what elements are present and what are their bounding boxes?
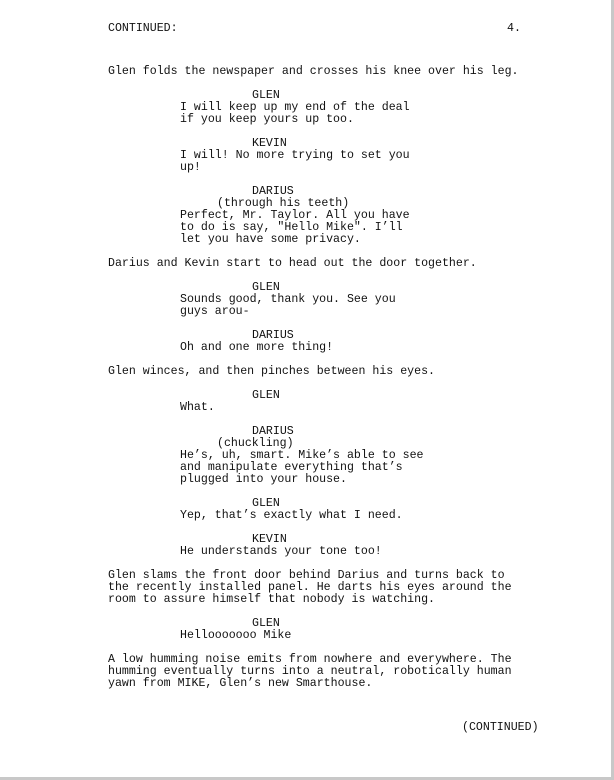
dialogue-line: Sounds good, thank you. See you <box>180 293 396 306</box>
dialogue-line: I will keep up my end of the deal <box>180 101 410 114</box>
character-name: GLEN <box>252 89 280 102</box>
dialogue-line: He’s, uh, smart. Mike’s able to see <box>180 449 424 462</box>
page-number: 4. <box>507 22 521 35</box>
character-name: DARIUS <box>252 329 294 342</box>
dialogue-line: up! <box>180 161 201 174</box>
character-name: KEVIN <box>252 533 287 546</box>
character-name: GLEN <box>252 281 280 294</box>
continued-footer: (CONTINUED) <box>462 721 539 734</box>
dialogue-line: to do is say, "Hello Mike". I’ll <box>180 221 403 234</box>
dialogue-line: Oh and one more thing! <box>180 341 334 354</box>
parenthetical: (chuckling) <box>217 437 294 450</box>
dialogue-line: plugged into your house. <box>180 473 347 486</box>
dialogue-line: Yep, that’s exactly what I need. <box>180 509 403 522</box>
dialogue-line: let you have some privacy. <box>180 233 361 246</box>
action-line: Darius and Kevin start to head out the door together. <box>108 257 477 270</box>
dialogue-line: I will! No more trying to set you <box>180 149 410 162</box>
action-line: the recently installed panel. He darts his eyes around the <box>108 581 512 594</box>
parenthetical: (through his teeth) <box>217 197 350 210</box>
dialogue-line: Hellooooooo Mike <box>180 629 292 642</box>
character-name: GLEN <box>252 497 280 510</box>
action-line: yawn from MIKE, Glen’s new Smarthouse. <box>108 677 373 690</box>
dialogue-line: if you keep yours up too. <box>180 113 354 126</box>
action-line: humming eventually turns into a neutral, robotically human <box>108 665 512 678</box>
dialogue-line: guys arou- <box>180 305 250 318</box>
character-name: GLEN <box>252 389 280 402</box>
action-line: Glen slams the front door behind Darius and turns back to <box>108 569 505 582</box>
character-name: DARIUS <box>252 185 294 198</box>
character-name: KEVIN <box>252 137 287 150</box>
dialogue-line: and manipulate everything that’s <box>180 461 403 474</box>
character-name: GLEN <box>252 617 280 630</box>
continued-header: CONTINUED: <box>108 22 178 35</box>
action-line: Glen folds the newspaper and crosses his knee over his leg. <box>108 65 519 78</box>
action-line: room to assure himself that nobody is watching. <box>108 593 435 606</box>
character-name: DARIUS <box>252 425 294 438</box>
action-line: Glen winces, and then pinches between his eyes. <box>108 365 435 378</box>
dialogue-line: What. <box>180 401 215 414</box>
dialogue-line: He understands your tone too! <box>180 545 382 558</box>
dialogue-line: Perfect, Mr. Taylor. All you have <box>180 209 410 222</box>
action-line: A low humming noise emits from nowhere and everywhere. The <box>108 653 512 666</box>
